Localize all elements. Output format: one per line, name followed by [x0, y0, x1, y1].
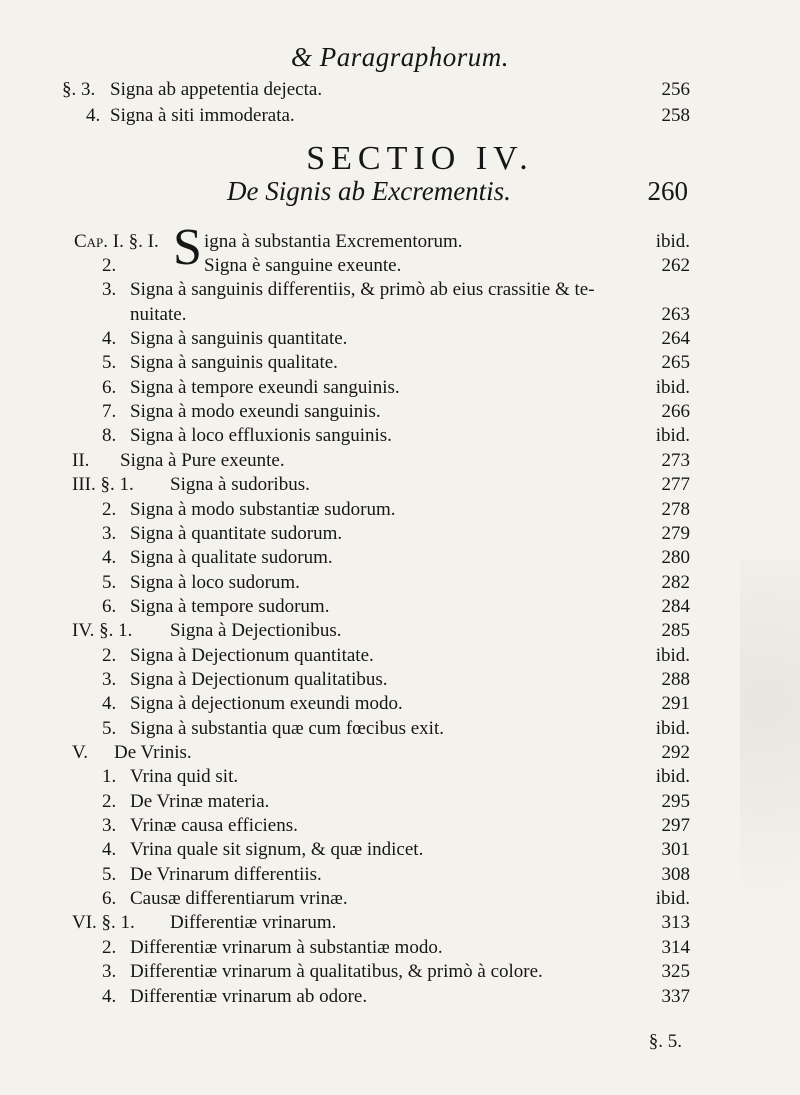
- toc-entry: [0, 424, 800, 448]
- toc-entry: [0, 473, 800, 497]
- entry-page: 337: [661, 985, 690, 1007]
- entry-text: Signa à quantitate sudorum.: [130, 522, 343, 544]
- catchword: §. 5.: [648, 1031, 682, 1052]
- entry-number: 7.: [102, 401, 117, 423]
- entry-number: 5.: [102, 571, 117, 593]
- toc-entry: [0, 571, 800, 595]
- entry-text: Causæ differentiarum vrinæ.: [130, 888, 348, 910]
- entry-page: ibid.: [655, 425, 690, 447]
- entry-number: 2.: [102, 498, 117, 520]
- entry-text: Signa à siti immoderata.: [110, 105, 295, 126]
- entry-text: Signa à dejectionum exeundi modo.: [130, 693, 403, 715]
- entry-text: Signa à sanguinis qualitate.: [130, 352, 338, 374]
- toc-entry: [0, 78, 800, 102]
- entry-page: 263: [661, 303, 690, 325]
- entry-text: Vrina quid sit.: [130, 766, 239, 788]
- entry-number: 5.: [102, 352, 117, 374]
- entry-page: ibid.: [655, 376, 690, 398]
- catchword-line: [0, 1030, 800, 1054]
- entry-page: 288: [661, 668, 690, 690]
- entry-number: 2.: [102, 644, 117, 666]
- entry-number: 5.: [102, 717, 117, 739]
- entry-number: §. 3.: [62, 79, 96, 100]
- entry-text: Signa è sanguine exeunte.: [204, 255, 402, 276]
- entry-page: 295: [661, 790, 690, 812]
- entry-number: 6.: [102, 595, 117, 617]
- entry-page: 297: [661, 815, 690, 837]
- section-title: SECTIO IV.: [306, 140, 534, 177]
- entry-text: Signa à sanguinis differentiis, & primò ab eius crassitie & te-: [130, 279, 595, 301]
- entry-number: 2.: [102, 936, 117, 958]
- entry-number: 4.: [102, 547, 117, 569]
- entry-text: Signa ab appetentia dejecta.: [110, 79, 323, 100]
- entry-number: 3.: [102, 815, 117, 837]
- toc-entry: [0, 327, 800, 351]
- entry-text: Vrinæ causa efficiens.: [130, 815, 298, 837]
- entry-text: Signa à sanguinis quantitate.: [130, 328, 348, 350]
- entry-page: 282: [661, 571, 690, 593]
- entry-text: De Vrinarum differentiis.: [130, 863, 322, 885]
- entry-page: 284: [661, 595, 690, 617]
- toc-entry: [0, 692, 800, 716]
- section-subtitle: De Signis ab Excrementis.: [227, 176, 511, 206]
- entry-page: ibid.: [655, 717, 690, 739]
- entry-number: 4.: [86, 105, 101, 126]
- entry-text: Signa à substantia quæ cum fœcibus exit.: [130, 717, 444, 739]
- toc-entry: [0, 546, 800, 570]
- entry-page: 313: [661, 912, 690, 934]
- toc-entry: [0, 522, 800, 546]
- entry-text: Signa à Pure exeunte.: [120, 449, 285, 471]
- toc-entry: [0, 668, 800, 692]
- entry-text: Signa à tempore sudorum.: [130, 595, 330, 617]
- toc-entry: [0, 887, 800, 911]
- entry-text: Differentiæ vrinarum à substantiæ modo.: [130, 936, 443, 958]
- entry-text: De Vrinis.: [114, 742, 192, 763]
- entry-text: Signa à Dejectionum qualitatibus.: [130, 668, 388, 690]
- toc-entry: [0, 814, 800, 838]
- entry-page: ibid.: [655, 644, 690, 666]
- entry-page: ibid.: [655, 231, 690, 252]
- entry-number: 5.: [102, 863, 117, 885]
- entry-number: 1.: [102, 766, 117, 788]
- toc-entry: [0, 985, 800, 1009]
- toc-entry: [0, 400, 800, 424]
- entry-text: Signa à qualitate sudorum.: [130, 547, 333, 569]
- entry-page: 291: [661, 693, 690, 715]
- entry-page: ibid.: [655, 766, 690, 788]
- entry-number: III. §. 1.: [72, 474, 134, 496]
- entry-page: 256: [661, 79, 690, 100]
- entry-text: Signa à loco effluxionis sanguinis.: [130, 425, 392, 447]
- toc-entry: [0, 741, 800, 765]
- toc-entry: [0, 619, 800, 643]
- entry-number: II.: [72, 449, 90, 471]
- toc-entry: [0, 498, 800, 522]
- entry-number: 4.: [102, 693, 117, 715]
- entry-page: 273: [661, 449, 690, 471]
- toc-entry: [0, 104, 800, 128]
- entry-number: 6.: [102, 376, 117, 398]
- entry-text: Signa à Dejectionum quantitate.: [130, 644, 374, 666]
- entry-text: Differentiæ vrinarum ab odore.: [130, 985, 368, 1007]
- entry-number: V.: [72, 742, 89, 763]
- entry-page: 277: [661, 474, 690, 496]
- entry-number: 4.: [102, 985, 117, 1007]
- toc-entry: [0, 376, 800, 400]
- entry-text: De Vrinæ materia.: [130, 790, 270, 812]
- entry-page: 258: [661, 105, 690, 126]
- entry-number: 4.: [102, 328, 117, 350]
- toc-entry: [0, 644, 800, 668]
- toc-entry: [0, 936, 800, 960]
- running-head: & Paragraphorum.: [290, 42, 509, 72]
- entry-text: Differentiæ vrinarum.: [170, 912, 337, 934]
- entry-number: 2.: [102, 255, 117, 276]
- entry-number: 2.: [102, 790, 117, 812]
- toc-entry: [0, 303, 800, 327]
- entry-text: igna à substantia Excrementorum.: [204, 231, 463, 252]
- entry-number: IV. §. 1.: [72, 620, 133, 642]
- toc-entry: [0, 765, 800, 789]
- entry-page: 279: [661, 522, 690, 544]
- entry-page: 301: [661, 839, 690, 861]
- toc-entry: [0, 254, 800, 278]
- drop-cap: S: [173, 219, 202, 276]
- toc-entry: [0, 863, 800, 887]
- entry-page: 308: [661, 863, 690, 885]
- toc-entry: [0, 449, 800, 473]
- entry-page: ibid.: [655, 888, 690, 910]
- entry-number: 6.: [102, 888, 117, 910]
- entry-number: 4.: [102, 839, 117, 861]
- entry-text: Differentiæ vrinarum à qualitatibus, & primò à colore.: [130, 961, 543, 983]
- entry-page: 264: [661, 328, 690, 350]
- entry-number: 3.: [102, 279, 117, 301]
- entry-page: 314: [661, 936, 690, 958]
- entry-number: 3.: [102, 961, 117, 983]
- entry-text: Signa à loco sudorum.: [130, 571, 300, 593]
- toc-entry: [0, 351, 800, 375]
- entry-page: 265: [661, 352, 690, 374]
- entry-page: 325: [661, 961, 690, 983]
- entry-number: 8.: [102, 425, 117, 447]
- entry-page: 262: [661, 255, 690, 276]
- toc-entry: [0, 278, 800, 302]
- entry-page: 285: [661, 620, 690, 642]
- toc-entry: [0, 960, 800, 984]
- toc-entry: [0, 911, 800, 935]
- section-page-number: 260: [647, 176, 688, 206]
- entry-text: Signa à modo substantiæ sudorum.: [130, 498, 396, 520]
- entry-number: VI. §. 1.: [72, 912, 135, 934]
- toc-entry: [0, 717, 800, 741]
- entry-text: nuitate.: [130, 303, 187, 325]
- entry-text: Signa à modo exeundi sanguinis.: [130, 401, 381, 423]
- entry-number: Cap. I. §. I.: [74, 231, 159, 252]
- entry-page: 278: [661, 498, 690, 520]
- entry-page: 266: [661, 401, 690, 423]
- entry-number: 3.: [102, 522, 117, 544]
- entry-text: Signa à tempore exeundi sanguinis.: [130, 376, 400, 398]
- toc-entry: [0, 790, 800, 814]
- entry-page: 292: [661, 742, 690, 763]
- toc-entry: [0, 595, 800, 619]
- toc-entry: [0, 838, 800, 862]
- entry-page: 280: [661, 547, 690, 569]
- entry-number: 3.: [102, 668, 117, 690]
- page-stain: [740, 560, 800, 1040]
- entry-text: Signa à sudoribus.: [170, 474, 310, 496]
- entry-text: Signa à Dejectionibus.: [170, 620, 342, 642]
- entry-text: Vrina quale sit signum, & quæ indicet.: [130, 839, 424, 861]
